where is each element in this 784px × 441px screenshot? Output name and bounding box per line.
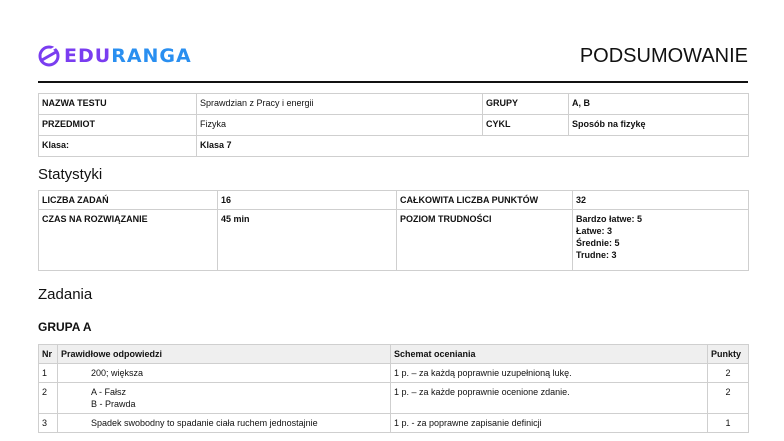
total-points-value: 32 (573, 191, 749, 210)
difficulty-very-easy: Bardzo łatwe: 5 (576, 214, 643, 224)
stats-table (38, 190, 749, 271)
difficulty-hard: Trudne: 3 (576, 250, 617, 260)
table-row (39, 414, 749, 433)
test-name-label: NAZWA TESTU (39, 94, 197, 115)
subject-label: PRZEDMIOT (39, 115, 197, 136)
difficulty-easy: Łatwe: 3 (576, 226, 613, 236)
table-row (39, 383, 749, 414)
class-label: Klasa: (39, 136, 197, 157)
logo-wordmark (64, 44, 192, 68)
task-scheme: 1 p. – za każde poprawnie ocenione zdanie. (391, 383, 708, 414)
time-value: 45 min (218, 210, 397, 271)
subject-value: Fizyka (197, 115, 483, 136)
col-nr: Nr (39, 345, 58, 364)
groups-label: GRUPY (483, 94, 569, 115)
difficulty-label: POZIOM TRUDNOŚCI (397, 210, 573, 271)
answer-line: Spadek swobodny to spadanie ciała ruchem jednostajnie (91, 418, 318, 428)
tasks-heading: Zadania (38, 286, 93, 303)
page-title: PODSUMOWANIE (579, 45, 748, 67)
info-row (39, 136, 749, 157)
task-points: 2 (708, 383, 749, 414)
logo-part-ranga: RANGA (111, 45, 192, 67)
col-answers: Prawidłowe odpowiedzi (58, 345, 391, 364)
group-heading: GRUPA A (38, 320, 92, 334)
task-points: 2 (708, 364, 749, 383)
tasks-count-value: 16 (218, 191, 397, 210)
task-answer (58, 383, 391, 414)
class-value: Klasa 7 (197, 136, 749, 157)
task-answer (58, 364, 391, 383)
stats-row (39, 210, 749, 271)
task-nr: 2 (39, 383, 58, 414)
col-points: Punkty (708, 345, 749, 364)
task-nr: 3 (39, 414, 58, 433)
col-scheme: Schemat oceniania (391, 345, 708, 364)
answers-table (38, 344, 749, 433)
header-divider (38, 81, 748, 83)
task-scheme: 1 p. – za każdą poprawnie uzupełnioną lukę. (391, 364, 708, 383)
difficulty-medium: Średnie: 5 (576, 238, 620, 248)
info-row (39, 115, 749, 136)
answer-line: 200; większa (91, 368, 144, 378)
edurange-logo (38, 44, 192, 68)
cycle-label: CYKL (483, 115, 569, 136)
info-row (39, 94, 749, 115)
stats-row (39, 191, 749, 210)
answer-line: A - Fałsz (91, 387, 127, 397)
task-answer (58, 414, 391, 433)
answer-line: B - Prawda (91, 399, 136, 409)
task-nr: 1 (39, 364, 58, 383)
stats-heading: Statystyki (38, 166, 103, 183)
time-label: CZAS NA ROZWIĄZANIE (39, 210, 218, 271)
logo-part-edu: EDU (64, 45, 112, 67)
test-info-table (38, 93, 749, 157)
total-points-label: CAŁKOWITA LICZBA PUNKTÓW (397, 191, 573, 210)
difficulty-values (573, 210, 749, 271)
logo-mark-icon (38, 45, 60, 67)
test-name-value: Sprawdzian z Pracy i energii (197, 94, 483, 115)
tasks-count-label: LICZBA ZADAŃ (39, 191, 218, 210)
table-row (39, 364, 749, 383)
task-points: 1 (708, 414, 749, 433)
table-header-row (39, 345, 749, 364)
groups-value: A, B (569, 94, 749, 115)
cycle-value: Sposób na fizykę (569, 115, 749, 136)
task-scheme: 1 p. - za poprawne zapisanie definicji (391, 414, 708, 433)
